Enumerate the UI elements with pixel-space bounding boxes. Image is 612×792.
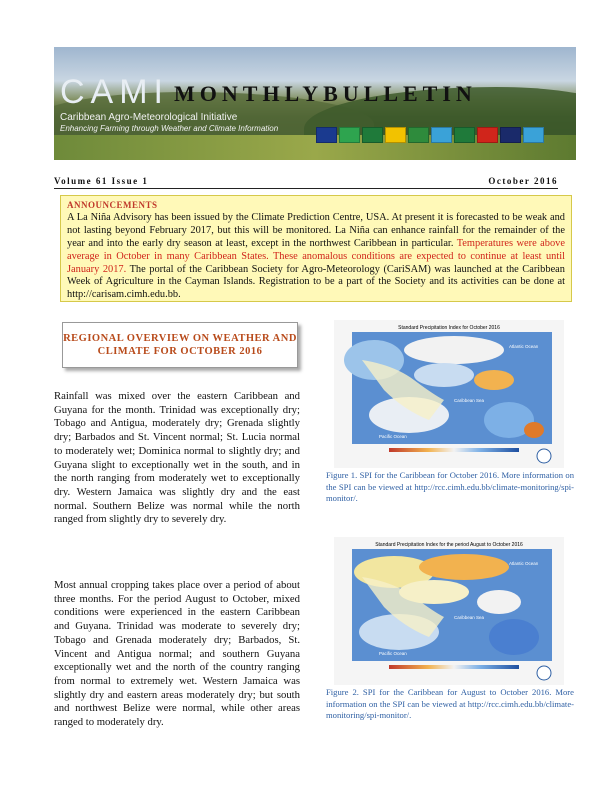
announcement-text: The portal of the Caribbean Society for Agro-Meteorology (CariSAM) was launched at the Caribbean Week of Agriculture in the Cayman Islands. Registration to be a part of the Society and its activities can be done at http://carisam.cimh.edu.bb. [67,263,565,301]
banner [54,47,576,160]
announcement-highlight: Temperatures were above average in October in many Caribbean States. These anomalous conditions are expected to continue at least until January 2017. [67,237,565,275]
section-heading: REGIONAL OVERVIEW ON WEATHER AND CLIMATE FOR OCTOBER 2016 [63,333,297,357]
body-paragraph: Rainfall was mixed over the eastern Caribbean and Guyana for the month. Trinidad was exceptionally dry; Tobago and Antigua, moderately dry; Grenada slightly dry; Barbados and St. Vincent normal; St. Lucia normal to moderately wet; Dominica normal to slightly dry; and Guyana slight to exceptionally wet in the south, and in the north ranging from moderately wet to exceptionally dry. Western Jamaica was slightly dry and the east normal. Southern Belize was normal while the north ranged from slightly dry to severely dry. [54,390,300,526]
flag-icon [316,127,337,143]
map-title: Standard Precipitation Index for the period August to October 2016 [375,542,523,548]
flag-icon [477,127,498,143]
flag-icon [339,127,360,143]
spi-region [419,554,509,580]
cimh-logo-icon [537,666,551,680]
caribbean-label: Caribbean Sea [454,398,485,403]
figure-caption: Figure 1. SPI for the Caribbean for October 2016. More information on the SPI can be viewed at http://rcc.cimh.edu.bb/climate-monitoring/spi-monitor/. [326,470,574,504]
spi-region [474,370,514,390]
figure-caption: Figure 2. SPI for the Caribbean for August to October 2016. More information on the SPI can be viewed at http://rcc.cimh.edu.bb/climate-monitoring/spi-monitor/. [326,687,574,721]
pacific-label: Pacific Ocean [379,651,407,656]
announcements-body [67,212,565,302]
body-paragraph: Most annual cropping takes place over a period of about three months. For the period August to October, mixed conditions were experienced in the eastern Caribbean and Guyana. Trinidad was moderate to severely dry; Tobago and Grenada moderately dry; Barbados, St. Vincent and Antigua normal; and southern Guyana exceptionally wet and the north of the country ranging from normal to extremely wet. Western Jamaica was slightly dry and eastern areas moderately dry; but south and northwest Belize were normal, while other areas ranged to moderately dry. [54,579,300,729]
cami-logo: CAMI [60,73,169,111]
spi-map-graphic [334,320,564,468]
volume-issue: Volume 61 Issue 1 [54,176,149,186]
atlantic-label: Atlantic Ocean [509,561,539,566]
issue-date: October 2016 [488,176,558,186]
announcements-title: ANNOUNCEMENTS [67,200,158,210]
banner-tagline: Enhancing Farming through Weather and Climate Information [60,124,279,133]
figure-1 [326,320,574,505]
spi-legend [389,665,519,669]
caribbean-label: Caribbean Sea [454,615,485,620]
flag-icon [362,127,383,143]
announcement-text: A La Niña Advisory has been issued by the Climate Prediction Centre, USA. At present it is forecasted to be weak and not lasting beyond February 2017, but this will be monitored. La Niña can enhance rainfall for the remainder of the year and into the early dry season at least, except in the northwest Caribbean in particular. [67,211,565,249]
map-title: Standard Precipitation Index for October 2016 [398,325,500,331]
divider [54,188,558,189]
cimh-logo-icon [537,449,551,463]
spi-region [414,363,474,387]
spi-map [334,537,564,685]
flag-icon [500,127,521,143]
spi-map [334,320,564,468]
spi-region [524,422,544,438]
section-heading-box [62,322,298,368]
spi-map-graphic [334,537,564,685]
announcements-box [60,195,572,302]
banner-subtitle: Caribbean Agro-Meteorological Initiative [60,112,238,123]
flag-strip [316,127,544,143]
spi-region [477,590,521,614]
flag-icon [431,127,452,143]
flag-icon [454,127,475,143]
spi-region [489,619,539,655]
flag-icon [408,127,429,143]
flag-icon [523,127,544,143]
issue-line [54,176,558,186]
bulletin-title: MONTHLYBULLETIN [174,81,477,106]
atlantic-label: Atlantic Ocean [509,344,539,349]
spi-region [404,336,504,364]
pacific-label: Pacific Ocean [379,434,407,439]
spi-legend [389,448,519,452]
flag-icon [385,127,406,143]
figure-2 [326,537,574,722]
